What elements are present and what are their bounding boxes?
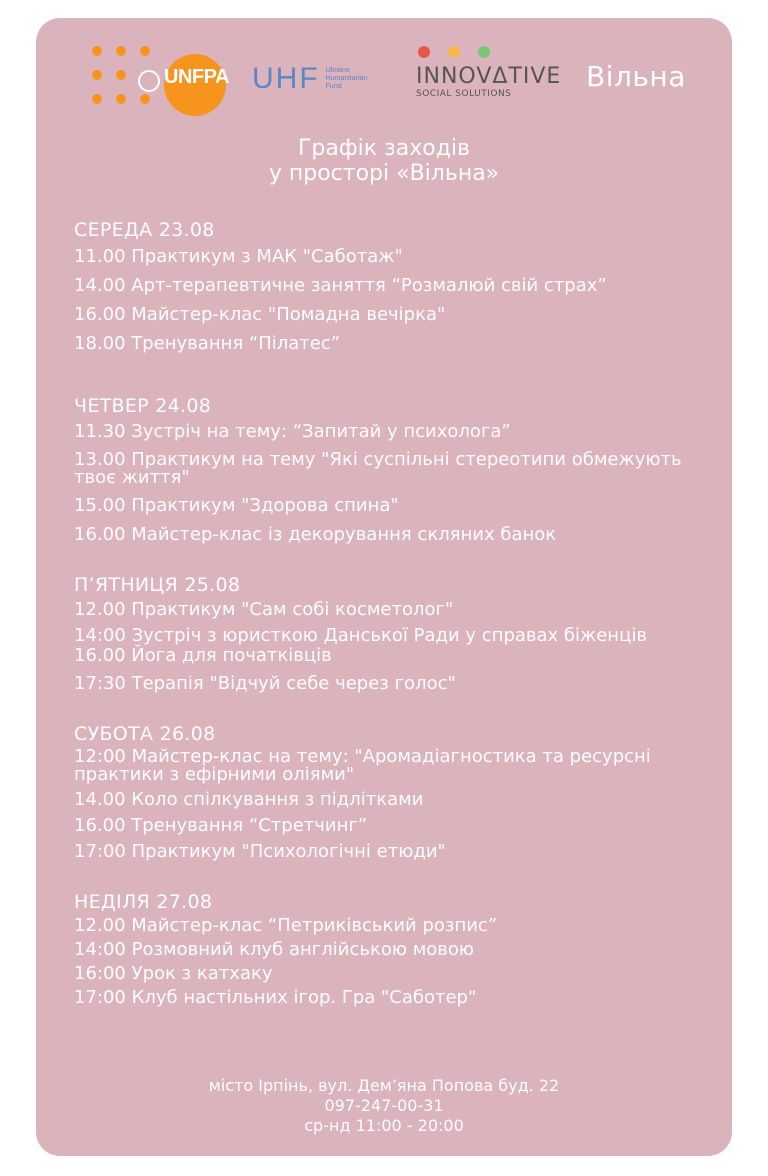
day-title: НЕДІЛЯ 27.08 (74, 891, 213, 913)
day-title: СЕРЕДА 23.08 (74, 219, 215, 241)
day-block (74, 218, 714, 354)
event-item: 15.00 Практикум "Здорова спина" (74, 495, 399, 516)
page-title (36, 136, 732, 186)
innovative-wordmark: INNOVΔTIVE (416, 64, 562, 89)
uhf-logo: UHF Ukraine Humanitarian Fund (252, 62, 368, 95)
uhf-wordmark: UHF (252, 62, 320, 95)
event-item: 11.30 Зустріч на тему: “Запитай у психолога” (74, 421, 511, 442)
event-item: 16.00 Майстер-клас "Помадна вечірка" (74, 304, 446, 325)
title-line-2: у просторі «Вільна» (268, 161, 500, 186)
innovative-subtitle: SOCIAL SOLUTIONS (416, 89, 512, 99)
event-item: 17:00 Клуб настільних ігор. Гра "Саботер" (74, 987, 477, 1008)
footer-info (36, 1076, 732, 1136)
event-item: 12:00 Майстер-клас на тему: "Аромадіагностика та ресурсні практики з ефірними оліями" (74, 746, 651, 785)
event-item: 14:00 Зустріч з юристкою Данської Ради у справах біженців (74, 625, 647, 646)
phone-number: 097-247-00-31 (324, 1096, 444, 1115)
event-item: 16.00 Тренування “Стретчинг” (74, 815, 368, 836)
event-item: 13.00 Практикум на тему "Які суспільні стереотипи обмежують твоє життя" (74, 449, 682, 488)
un-emblem-icon (138, 70, 160, 92)
event-item: 14:00 Розмовний клуб англійською мовою (74, 939, 475, 960)
innovative-logo (416, 46, 561, 99)
poster-card (36, 18, 732, 1156)
event-item: 11.00 Практикум з МАК "Саботаж" (74, 246, 403, 267)
event-item: 16.00 Майстер-клас із декорування скляних банок (74, 524, 557, 545)
event-item: 17:30 Терапія "Відчуй себе через голос" (74, 673, 456, 694)
address: місто Ірпінь, вул. Дем’яна Попова буд. 22 (208, 1076, 560, 1095)
event-item: 18.00 Тренування “Пілатес” (74, 333, 341, 354)
event-item: 16.00 Йога для початківців (74, 645, 332, 666)
day-block (74, 722, 714, 862)
day-block (74, 394, 714, 545)
day-title: СУБОТА 26.08 (74, 723, 216, 745)
event-item: 12.00 Практикум "Сам собі косметолог" (74, 599, 454, 620)
event-item: 17:00 Практикум "Психологічні етюди" (74, 841, 446, 862)
partner-logos (36, 18, 732, 128)
unfpa-wordmark: UNFPA (164, 66, 229, 88)
opening-hours: ср-нд 11:00 - 20:00 (304, 1116, 464, 1135)
title-line-1: Графік заходів (297, 136, 470, 161)
traffic-dots-icon (418, 46, 561, 58)
schedule (74, 218, 714, 1008)
event-item: 12.00 Майстер-клас “Петриківський розпис” (74, 915, 498, 936)
day-title: П’ЯТНИЦЯ 25.08 (74, 574, 241, 596)
day-title: ЧЕТВЕР 24.08 (74, 395, 212, 417)
event-item: 14.00 Коло спілкування з підлітками (74, 789, 424, 810)
day-block (74, 890, 714, 1008)
day-block (74, 573, 714, 694)
event-item: 14.00 Арт-терапевтичне заняття “Розмалюй свій страх” (74, 275, 607, 296)
vilna-logo: Вільна (586, 60, 686, 93)
event-item: 16:00 Урок з катхаку (74, 963, 273, 984)
